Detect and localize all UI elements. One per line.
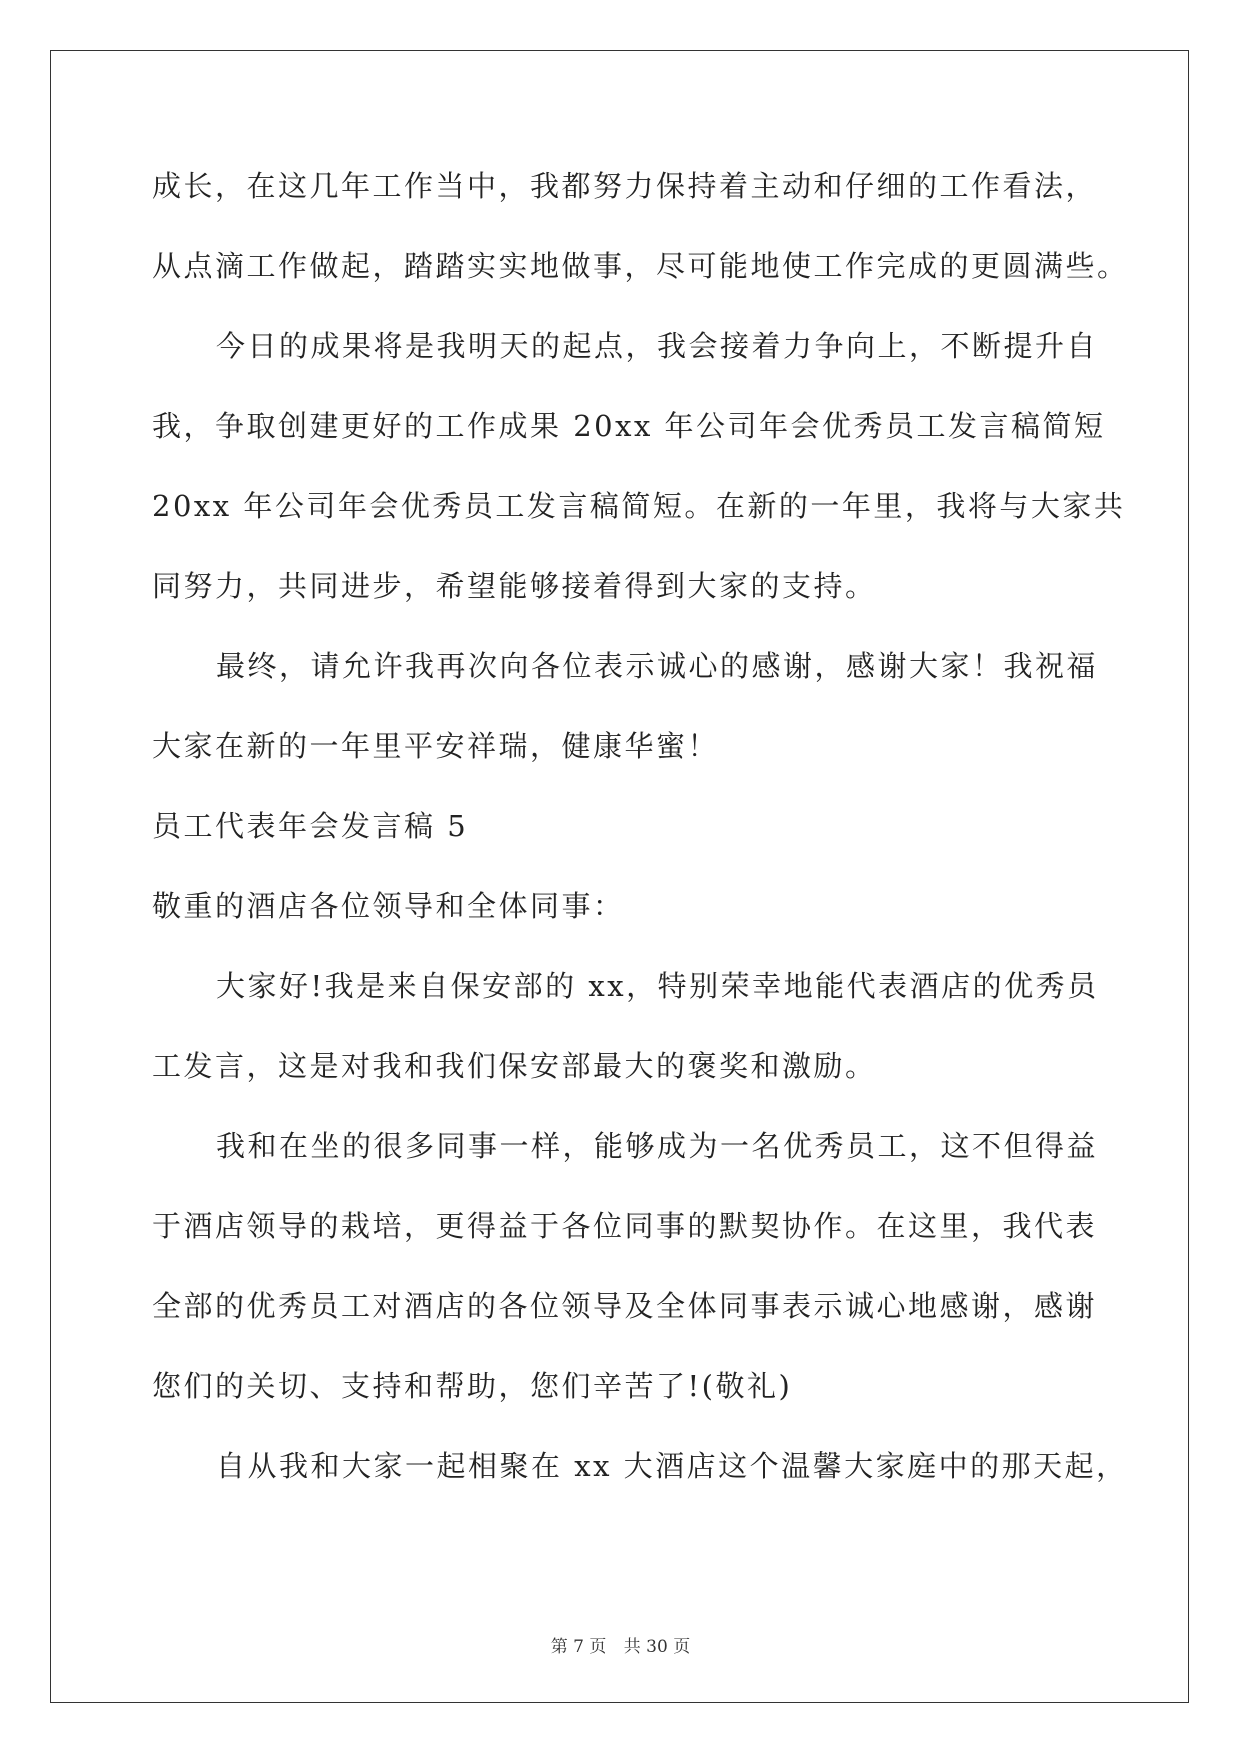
section-heading: 员工代表年会发言稿 5 (152, 809, 469, 843)
body-line: 于酒店领导的栽培，更得益于各位同事的默契协作。在这里，我代表 (152, 1209, 1098, 1243)
body-line: 最终，请允许我再次向各位表示诚心的感谢，感谢大家！我祝福 (216, 649, 1099, 683)
body-line: 我，争取创建更好的工作成果 20xx 年公司年会优秀员工发言稿简短 (152, 409, 1106, 443)
body-line: 同努力，共同进步，希望能够接着得到大家的支持。 (152, 569, 877, 603)
body-line: 自从我和大家一起相聚在 xx 大酒店这个温馨大家庭中的那天起， (216, 1449, 1128, 1483)
page-footer (0, 1632, 1241, 1657)
body-line: 20xx 年公司年会优秀员工发言稿简短。在新的一年里，我将与大家共 (152, 489, 1126, 523)
page-number: 第 7 页 (550, 1637, 607, 1657)
body-line: 大家好!我是来自保安部的 xx，特别荣幸地能代表酒店的优秀员 (216, 969, 1099, 1003)
body-line: 成长，在这几年工作当中，我都努力保持着主动和仔细的工作看法， (152, 169, 1098, 203)
document-body (152, 160, 1129, 1520)
body-line: 从点滴工作做起，踏踏实实地做事，尽可能地使工作完成的更圆满些。 (152, 249, 1129, 283)
page-total: 共 30 页 (623, 1637, 691, 1657)
body-line: 全部的优秀员工对酒店的各位领导及全体同事表示诚心地感谢，感谢 (152, 1289, 1098, 1323)
body-line: 您们的关切、支持和帮助，您们辛苦了!(敬礼) (152, 1369, 793, 1403)
body-line: 今日的成果将是我明天的起点，我会接着力争向上，不断提升自 (216, 329, 1099, 363)
body-line: 工发言，这是对我和我们保安部最大的褒奖和激励。 (152, 1049, 877, 1083)
body-line: 大家在新的一年里平安祥瑞，健康华蜜！ (152, 729, 720, 763)
salutation: 敬重的酒店各位领导和全体同事： (152, 889, 625, 923)
body-line: 我和在坐的很多同事一样，能够成为一名优秀员工，这不但得益 (216, 1129, 1099, 1163)
